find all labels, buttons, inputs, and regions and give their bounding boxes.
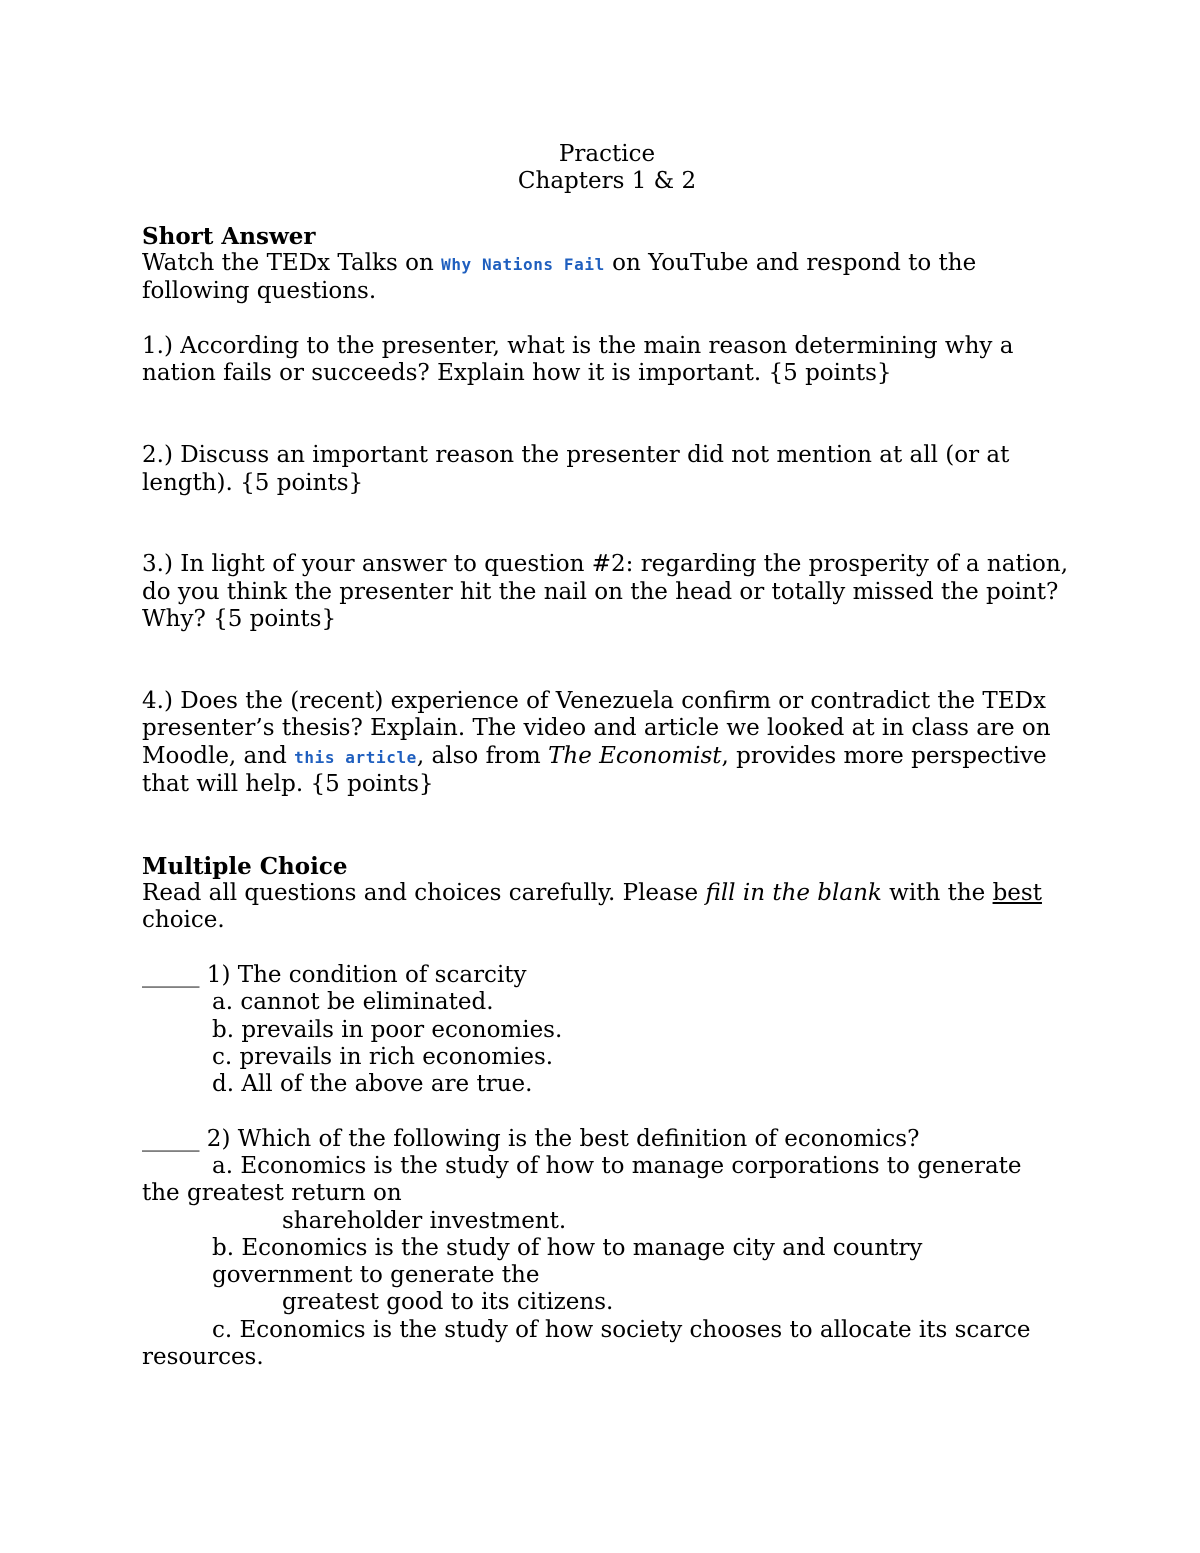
short-answer-question-3: 3.) In light of your answer to question #2: regarding the prosperity of a nation, do you think the presenter hit the nail on the head or totally missed the point? Why? {5 points} <box>142 551 1069 633</box>
mc-question-1-stem: _____ 1) The condition of scarcity <box>142 961 527 988</box>
mc-question-2-choice-c-cont: resources. <box>142 1344 264 1371</box>
document-title <box>142 141 1072 196</box>
document-page <box>142 141 1072 1371</box>
short-answer-intro: Watch the TEDx Talks on Why Nations Fail on YouTube and respond to the following questions. <box>142 250 977 305</box>
short-answer-question-1: 1.) According to the presenter, what is the main reason determining why a nation fails or succeeds? Explain how it is important. {5 points} <box>142 333 1014 387</box>
multiple-choice-heading: Multiple Choice <box>142 852 348 880</box>
mc-question-2-choice-b-cont: government to generate the <box>212 1262 540 1289</box>
short-answer-question-4: 4.) Does the (recent) experience of Venezuela confirm or contradict the TEDx presenter’s thesis? Explain. The video and article we looked at in class are on Moodle, and this article, also from The Economist, provides more perspective that will help. {5 points} <box>142 687 1051 797</box>
the-economist-title: The Economist <box>548 742 722 769</box>
mc-question-1-choice-d: d. All of the above are true. <box>212 1071 533 1098</box>
mc-question-2-choice-c: c. Economics is the study of how society chooses to allocate its scarce <box>212 1316 1031 1343</box>
mc-question-1-choice-b: b. prevails in poor economies. <box>212 1016 563 1043</box>
mc-question-1-choice-a: a. cannot be eliminated. <box>212 989 494 1016</box>
mc-question-2-choice-b-cont2: greatest good to its citizens. <box>282 1289 614 1316</box>
title-chapters: Chapters 1 & 2 <box>517 168 697 195</box>
mc-question-2-choice-a-cont2: shareholder investment. <box>282 1207 567 1234</box>
mc-question-1 <box>142 962 1072 1098</box>
mc-question-2-choice-a-cont: the greatest return on <box>142 1180 402 1207</box>
title-practice: Practice <box>558 141 656 167</box>
mc-question-1-choice-c: c. prevails in rich economies. <box>212 1043 554 1070</box>
why-nations-fail-link[interactable]: Why Nations Fail <box>441 255 605 275</box>
mc-question-2-choice-a: a. Economics is the study of how to manage corporations to generate <box>212 1152 1022 1179</box>
mc-question-2-choice-b: b. Economics is the study of how to manage city and country <box>212 1234 923 1261</box>
short-answer-question-2: 2.) Discuss an important reason the presenter did not mention at all (or at length). {5 points} <box>142 442 1010 496</box>
multiple-choice-instructions: Read all questions and choices carefully. Please fill in the blank with the best choice. <box>142 880 1042 934</box>
mc-question-2 <box>142 1126 1072 1372</box>
short-answer-heading: Short Answer <box>142 222 316 250</box>
this-article-link[interactable]: this article <box>294 747 417 767</box>
mc-question-2-stem: _____ 2) Which of the following is the best definition of economics? <box>142 1125 920 1152</box>
